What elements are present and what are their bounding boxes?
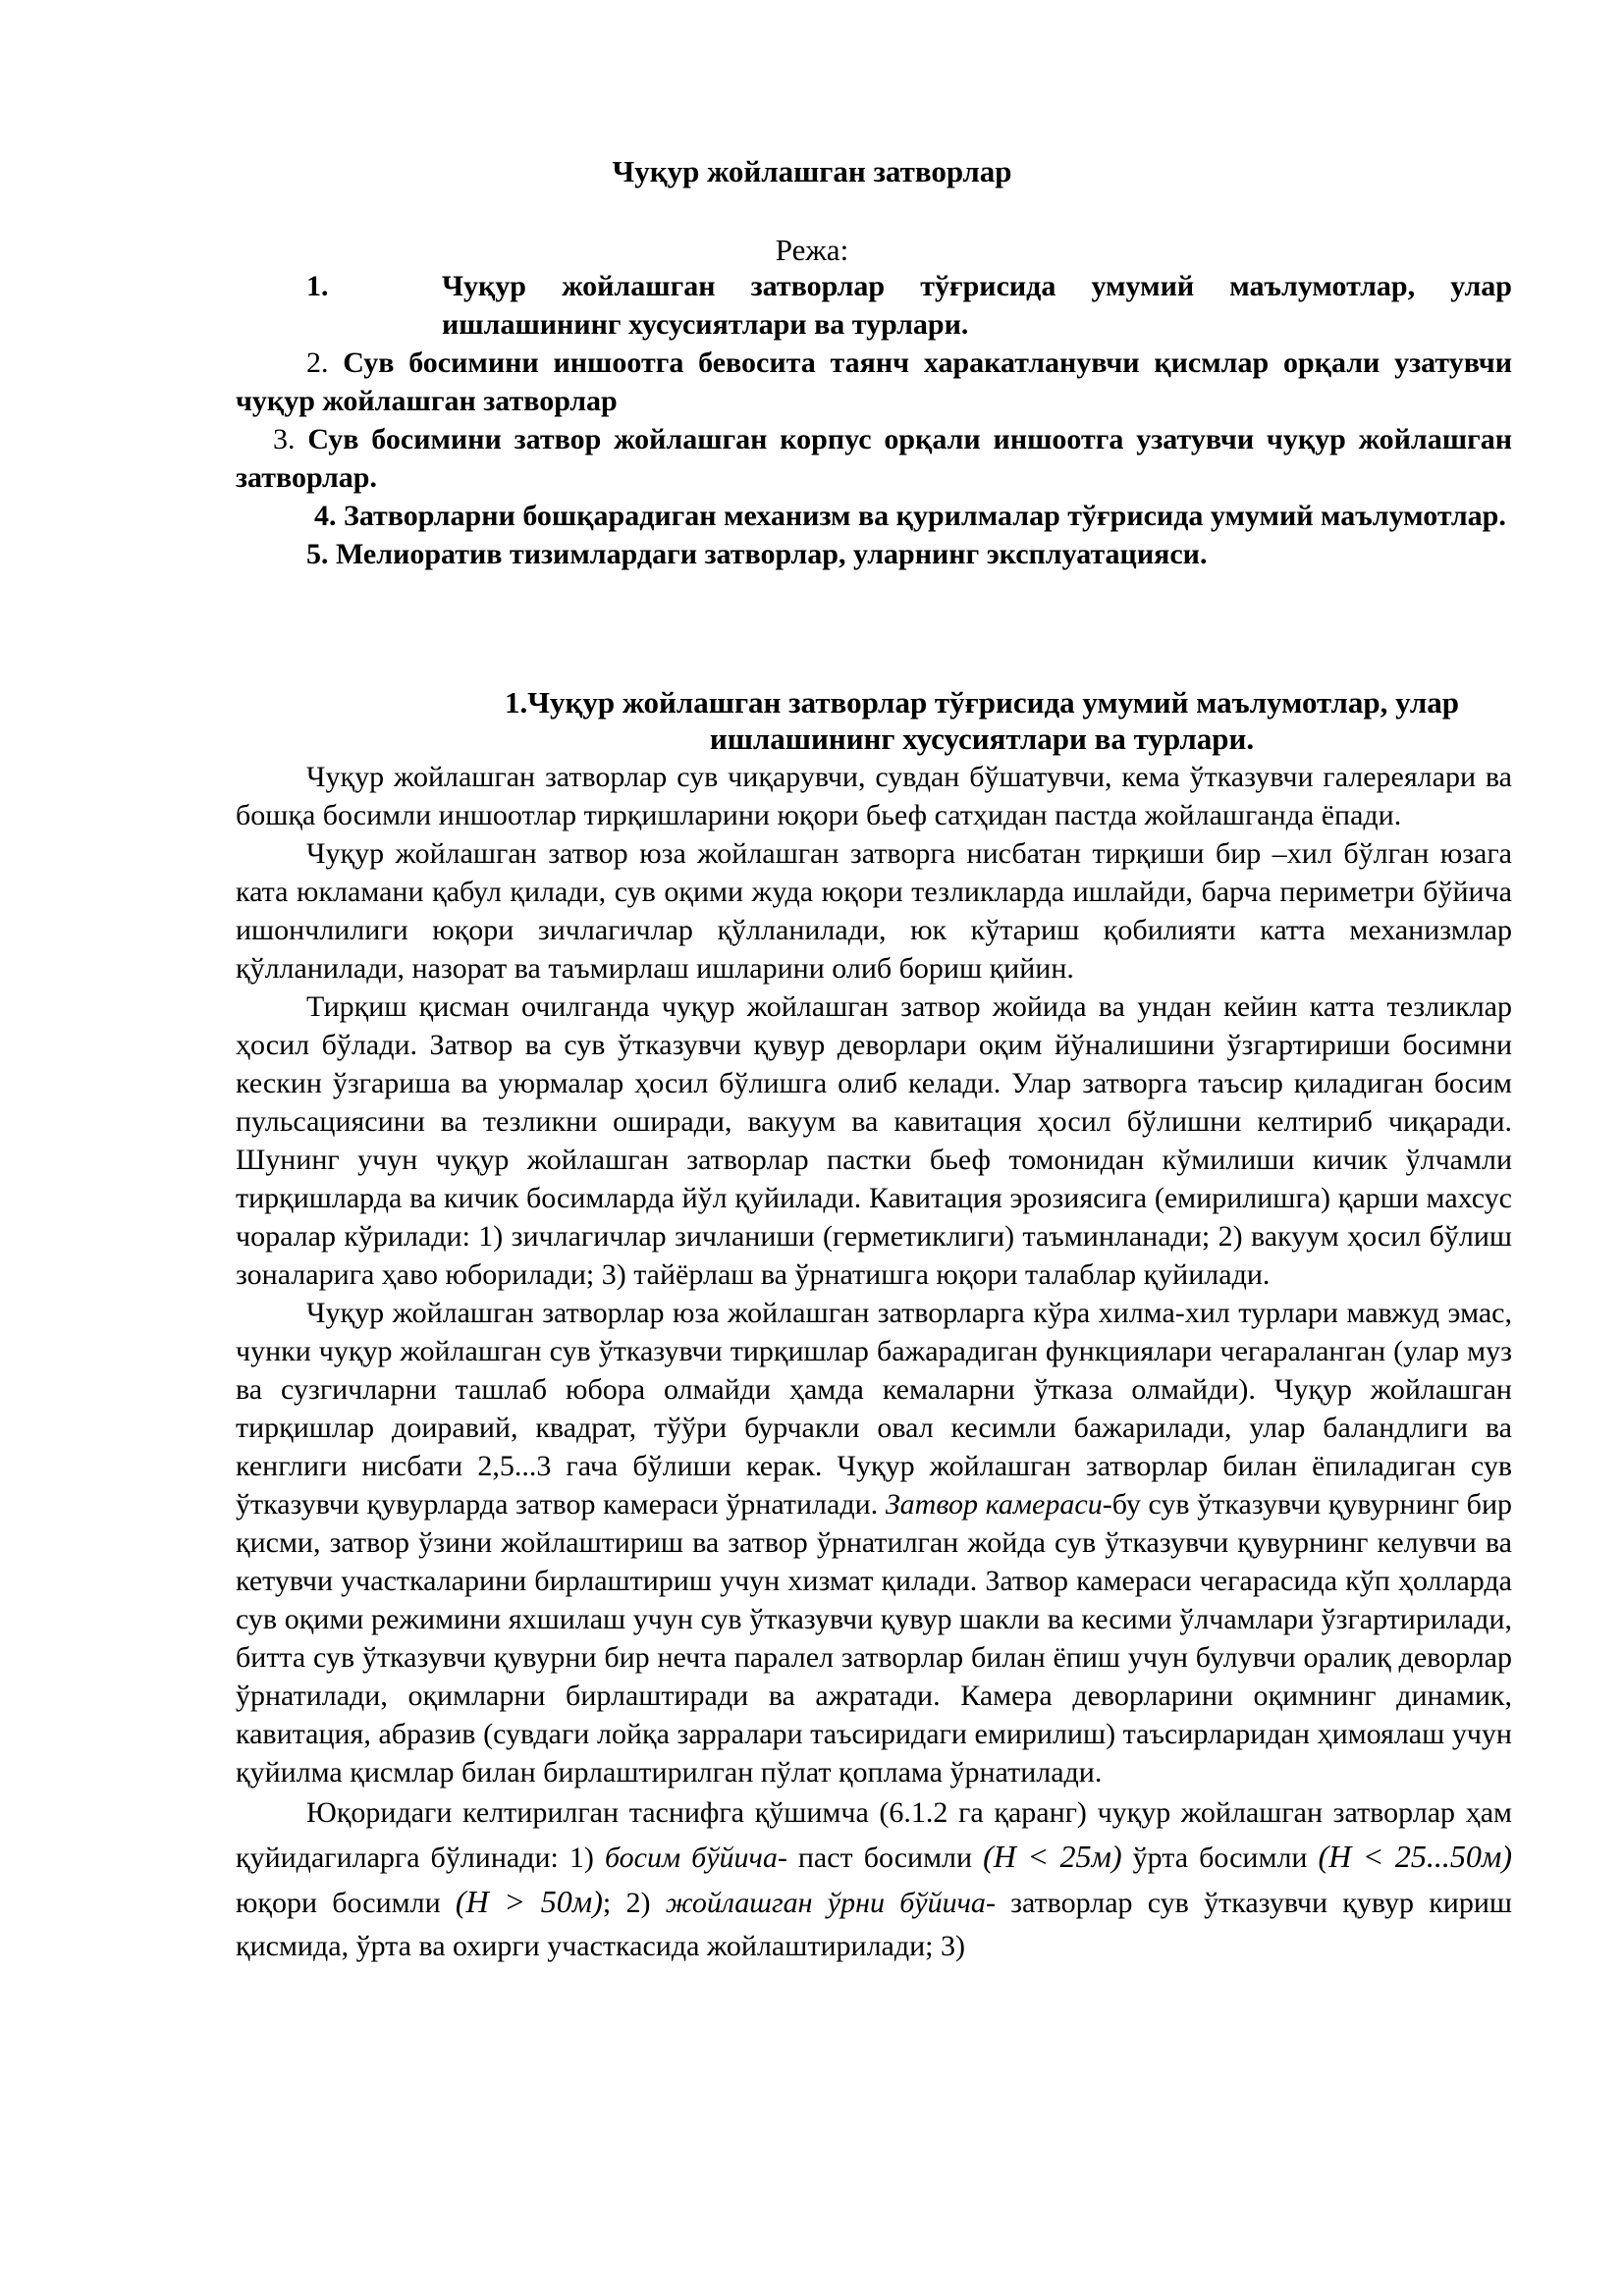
- outline-item-text: Затворларни бошқарадиган механизм ва қурилмалар тўғрисида умумий маълумотлар.: [344, 500, 1506, 532]
- paragraph-1: Чуқур жойлашган затворлар сув чиқарувчи, сувдан бўшатувчи, кема ўтказувчи галереялари ва бошқа босимли иншоотлар тирқишларини юқори бьеф сатҳидан пастда жойлашганда ёпади.: [236, 761, 1512, 831]
- plan-label: Режа:: [775, 233, 849, 267]
- outline-item-number: 3.: [273, 423, 296, 455]
- outline-item-text: Сув босимини затвор жойлашган корпус орқали иншоотга узатувчи чуқур жойлашган затворлар.: [236, 423, 1512, 494]
- paragraph-5-text-f: - затворлар сув ўтказувчи қувур кириш қисмида, ўрта ва охирги участкасида жойлаштирилади; 3): [236, 1887, 1513, 1962]
- paragraph-5-text-d: юқори босимли: [236, 1887, 456, 1919]
- outline-item-number: 2.: [306, 347, 329, 379]
- outline-item-number: 5.: [306, 538, 329, 570]
- paragraph-5-text-a: Юқоридаги келтирилган таснифга қўшимча (6.1.2 га қаранг) чуқур жойлашган затворлар ҳам қуйидагиларга бўлинади: 1): [236, 1796, 1512, 1874]
- paragraph-4-text-b: -бу сув ўтказувчи қувурнинг бир қисми, затвор ўзини жойлаштириш ва затвор ўрнатилган жойда сув ўтказувчи қувурнинг келувчи ва кетувчи участкаларини бирлаштириш учун хизмат қилади. Затвор камераси чегарасида кўп ҳолларда сув оқими режимини яхшилаш учун сув ўтказувчи қувур шакли ва кесими ўлчамлари ўзгартирилади, битта сув ўтказувчи қувурни бир нечта паралел затворлар билан ёпиш учун булувчи оралиқ деворлар ўрнатилади, оқимларни бирлаштиради ва ажратади. Камера деворларини оқимнинг динамик, кавитация, абразив (сувдаги лойқа зарралари таъсиридаги емирилиш) таъсирларидан ҳимоялаш учун қуйилма қисмлар билан бирлаштирилган пўлат қоплама ўрнатилади.: [236, 1488, 1513, 1789]
- outline-item-text: Сув босимини иншоотга бевосита таянч харакатланувчи қисмлар орқали узатувчи чуқур жойлашган затворлар: [236, 347, 1513, 417]
- section-heading: [393, 684, 1571, 757]
- outline-item-5: [236, 535, 1512, 573]
- paragraph-3: Тирқиш қисман очилганда чуқур жойлашган затвор жойида ва ундан кейин катта тезликлар ҳосил бўлади. Затвор ва сув ўтказувчи қувур деворлари оқим йўналишини ўзгартириши босимни кескин ўзгариша ва уюрмалар ҳосил бўлишга олиб келади. Улар затворга таъсир қиладиган босим пульсациясини ва тезликни оширади, вакуум ва кавитация ҳосил бўлишни келтириб чиқаради. Шунинг учун чуқур жойлашган затворлар пастки бьеф томонидан кўмилиши кичик ўлчамли тирқишларда ва кичик босимларда йўл қуйилади. Кавитация эрозиясига (емирилишга) қарши махсус чоралар кўрилади: 1) зичлагичлар зичланиши (герметиклиги) таъминланади; 2) вакуум ҳосил бўлиш зоналарига ҳаво юборилади; 3) тайёрлаш ва ўрнатишга юқори талаблар қуйилади.: [236, 990, 1512, 1291]
- paragraph-5-text-b: - паст босимли: [777, 1842, 984, 1874]
- section-heading-line-2: ишлашининг хусусиятлари ва турлари.: [709, 721, 1255, 756]
- outline-item-text: Мелиоратив тизимлардаги затворлар, уларнинг эксплуатацияси.: [336, 538, 1208, 570]
- outline-item-text: Чуқур жойлашган затворлар тўғрисида умумий маълумотлар, улар ишлашининг хусусиятлари ва турлари.: [442, 270, 1512, 341]
- paragraph-5-text-c: ўрта босимли: [1121, 1842, 1319, 1874]
- body-text: [236, 758, 1512, 1968]
- outline-item-1: [236, 267, 1512, 344]
- section-heading-line-1: 1.Чуқур жойлашган затворлар тўғрисида умумий маълумотлар, улар: [505, 685, 1459, 720]
- formula-low-pressure: (H < 25м): [983, 1839, 1122, 1874]
- outline-item-4: [236, 497, 1512, 535]
- paragraph-5: [236, 1791, 1512, 1968]
- term-zatvor-kamerasi: Затвор камераси: [885, 1488, 1103, 1521]
- plan-outline: [236, 267, 1512, 573]
- paragraph-4: [236, 1294, 1512, 1791]
- formula-high-pressure: (H > 50м): [455, 1884, 603, 1919]
- term-joylashgan-urni-buyicha: жойлашган ўрни бўйича: [665, 1887, 986, 1919]
- term-bosim-buyicha: босим бўйича: [604, 1842, 778, 1874]
- formula-medium-pressure: (H < 25...50м): [1318, 1839, 1513, 1874]
- paragraph-5-text-e: ; 2): [602, 1887, 666, 1919]
- paragraph-2: Чуқур жойлашган затвор юза жойлашган затворга нисбатан тирқиши бир –хил бўлган юзага ката юкламани қабул қилади, сув оқими жуда юқори тезликларда ишлайди, барча периметри бўйича ишончлилиги юқори зичлагичлар қўлланилади, юк кўтариш қобилияти катта механизмлар қўлланилади, назорат ва таъмирлаш ишларини олиб бориш қийин.: [236, 837, 1512, 985]
- outline-item-3: [236, 420, 1512, 497]
- outline-item-number: 1.: [306, 270, 329, 302]
- outline-item-2: [236, 344, 1512, 420]
- outline-item-number: 4.: [314, 500, 337, 532]
- document-title: Чуқур жойлашган затворлар: [612, 154, 1012, 188]
- paragraph-4-text-a: Чуқур жойлашган затворлар юза жойлашган затворларга кўра хилма-хил турлари мавжуд эмас, чунки чуқур жойлашган сув ўтказувчи тирқишлар бажарадиган функциялари чегараланган (улар муз ва сузгичларни ташлаб юбора олмайди ҳамда кемаларни ўтказа олмайди). Чуқур жойлашган тирқишлар доиравий, квадрат, тўўри бурчакли овал кесимли бажарилади, улар баландлиги ва кенглиги нисбати 2,5...3 гача бўлиши керак. Чуқур жойлашган затворлар билан ёпиладиган сув ўтказувчи қувурларда затвор камераси ўрнатилади.: [236, 1297, 1512, 1521]
